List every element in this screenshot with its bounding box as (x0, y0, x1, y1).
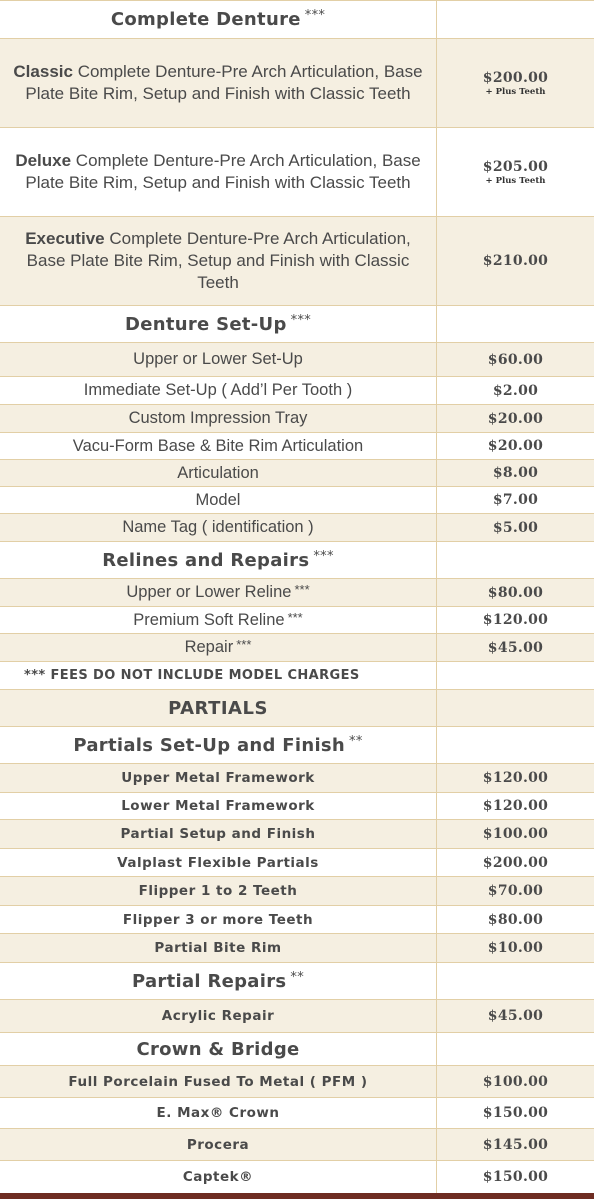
price: $60.00 (487, 351, 544, 368)
price: $210.00 (482, 253, 549, 269)
table-row (0, 876, 594, 905)
table-row (0, 905, 594, 933)
table-row-executive (0, 216, 594, 305)
price-note: + Plus Teeth (485, 175, 546, 186)
section-header-denture-setup (0, 305, 594, 342)
price: $120.00 (482, 798, 549, 814)
section-title: Crown & Bridge (0, 1033, 437, 1065)
item-description: Complete Denture-Pre Arch Articulation, Base Plate Bite Rim, Setup and Finish with Classic Teeth (25, 151, 421, 192)
section-title: PARTIALS (0, 690, 437, 726)
item-label: Custom Impression Tray (0, 405, 437, 432)
section-header-crown-bridge (0, 1032, 594, 1065)
table-row (0, 459, 594, 486)
table-row (0, 1097, 594, 1128)
table-row (0, 432, 594, 459)
item-marker: *** (287, 609, 303, 625)
table-row-deluxe (0, 127, 594, 216)
section-header-partials-setup (0, 726, 594, 763)
item-label: Lower Metal Framework (0, 793, 437, 819)
section-header-partials (0, 689, 594, 726)
item-label: Articulation (0, 460, 437, 486)
price: $45.00 (487, 639, 544, 656)
table-row (0, 376, 594, 404)
price: $10.00 (487, 940, 544, 956)
table-row (0, 1128, 594, 1160)
item-label: Partial Bite Rim (0, 934, 437, 962)
section-marker: *** (290, 312, 312, 328)
price: $7.00 (492, 492, 539, 508)
price: $100.00 (482, 1073, 549, 1090)
fee-note-row (0, 661, 594, 689)
section-header-partial-repairs (0, 962, 594, 999)
price: $8.00 (492, 465, 539, 481)
item-label: Acrylic Repair (0, 1000, 437, 1032)
table-row (0, 578, 594, 606)
section-marker: ** (349, 733, 363, 749)
section-marker: ** (290, 969, 305, 985)
item-label: E. Max® Crown (0, 1098, 437, 1128)
item-description: Complete Denture-Pre Arch Articulation, Base Plate Bite Rim, Setup and Finish with Classic Teeth (25, 62, 423, 103)
price: $2.00 (492, 382, 539, 399)
price: $20.00 (487, 438, 544, 454)
table-row (0, 763, 594, 792)
table-row (0, 792, 594, 819)
grade-label: Deluxe (15, 151, 72, 170)
table-row (0, 1160, 594, 1193)
table-row (0, 819, 594, 848)
price: $145.00 (482, 1136, 549, 1153)
table-row (0, 513, 594, 541)
item-label: Procera (0, 1129, 437, 1160)
price: $80.00 (487, 911, 544, 928)
item-label: Upper or Lower Set-Up (0, 343, 437, 376)
section-title: Partials Set-Up and Finish (73, 734, 346, 756)
table-row (0, 633, 594, 661)
table-row (0, 1065, 594, 1097)
table-row (0, 404, 594, 432)
section-header-relines (0, 541, 594, 578)
table-row (0, 999, 594, 1032)
item-marker: *** (294, 582, 310, 597)
grade-label: Classic (13, 62, 73, 81)
section-header-complete-denture (0, 0, 594, 38)
table-row (0, 933, 594, 962)
item-marker: *** (236, 637, 252, 652)
price: $120.00 (482, 612, 549, 628)
price: $5.00 (492, 519, 539, 536)
item-description: Complete Denture-Pre Arch Articulation, Base Plate Bite Rim, Setup and Finish with Classic Teeth (26, 229, 411, 292)
price: $150.00 (482, 1169, 549, 1185)
table-row (0, 848, 594, 876)
item-label: Repair (184, 638, 234, 656)
price: $100.00 (482, 826, 549, 842)
item-label: Flipper 1 to 2 Teeth (0, 877, 437, 905)
item-label: Vacu-Form Base & Bite Rim Articulation (0, 433, 437, 459)
table-row (0, 606, 594, 633)
section-title: Denture Set-Up (124, 313, 287, 335)
section-title: Complete Denture (110, 9, 301, 30)
item-label: Partial Setup and Finish (0, 820, 437, 848)
grade-label: Executive (25, 229, 105, 248)
section-title: Partial Repairs (131, 970, 287, 992)
price: $200.00 (482, 69, 549, 86)
section-marker: *** (313, 548, 334, 564)
bottom-border-bar (0, 1193, 594, 1199)
item-label: Upper or Lower Reline (126, 583, 292, 601)
price: $120.00 (482, 770, 549, 786)
item-label: Captek® (0, 1161, 437, 1193)
item-label: Flipper 3 or more Teeth (0, 906, 437, 933)
item-label: Immediate Set-Up ( Add’l Per Tooth ) (0, 377, 437, 404)
price: $80.00 (487, 584, 544, 601)
table-row (0, 486, 594, 513)
price: $70.00 (487, 883, 544, 899)
item-label: Model (0, 487, 437, 513)
price: $45.00 (487, 1008, 544, 1024)
section-title: Relines and Repairs (102, 549, 310, 571)
price: $150.00 (482, 1105, 549, 1121)
item-label: Upper Metal Framework (0, 764, 437, 792)
item-label: Name Tag ( identification ) (0, 514, 437, 541)
table-row (0, 342, 594, 376)
price: $20.00 (487, 410, 544, 427)
price: $205.00 (482, 158, 549, 175)
section-marker: *** (304, 8, 326, 23)
table-row-classic (0, 38, 594, 127)
item-label: Full Porcelain Fused To Metal ( PFM ) (0, 1066, 437, 1097)
item-label: Valplast Flexible Partials (0, 849, 437, 876)
price: $200.00 (482, 854, 549, 871)
item-label: Premium Soft Reline (133, 610, 285, 629)
price-note: + Plus Teeth (485, 86, 546, 97)
fee-note: *** FEES DO NOT INCLUDE MODEL CHARGES (0, 662, 437, 689)
